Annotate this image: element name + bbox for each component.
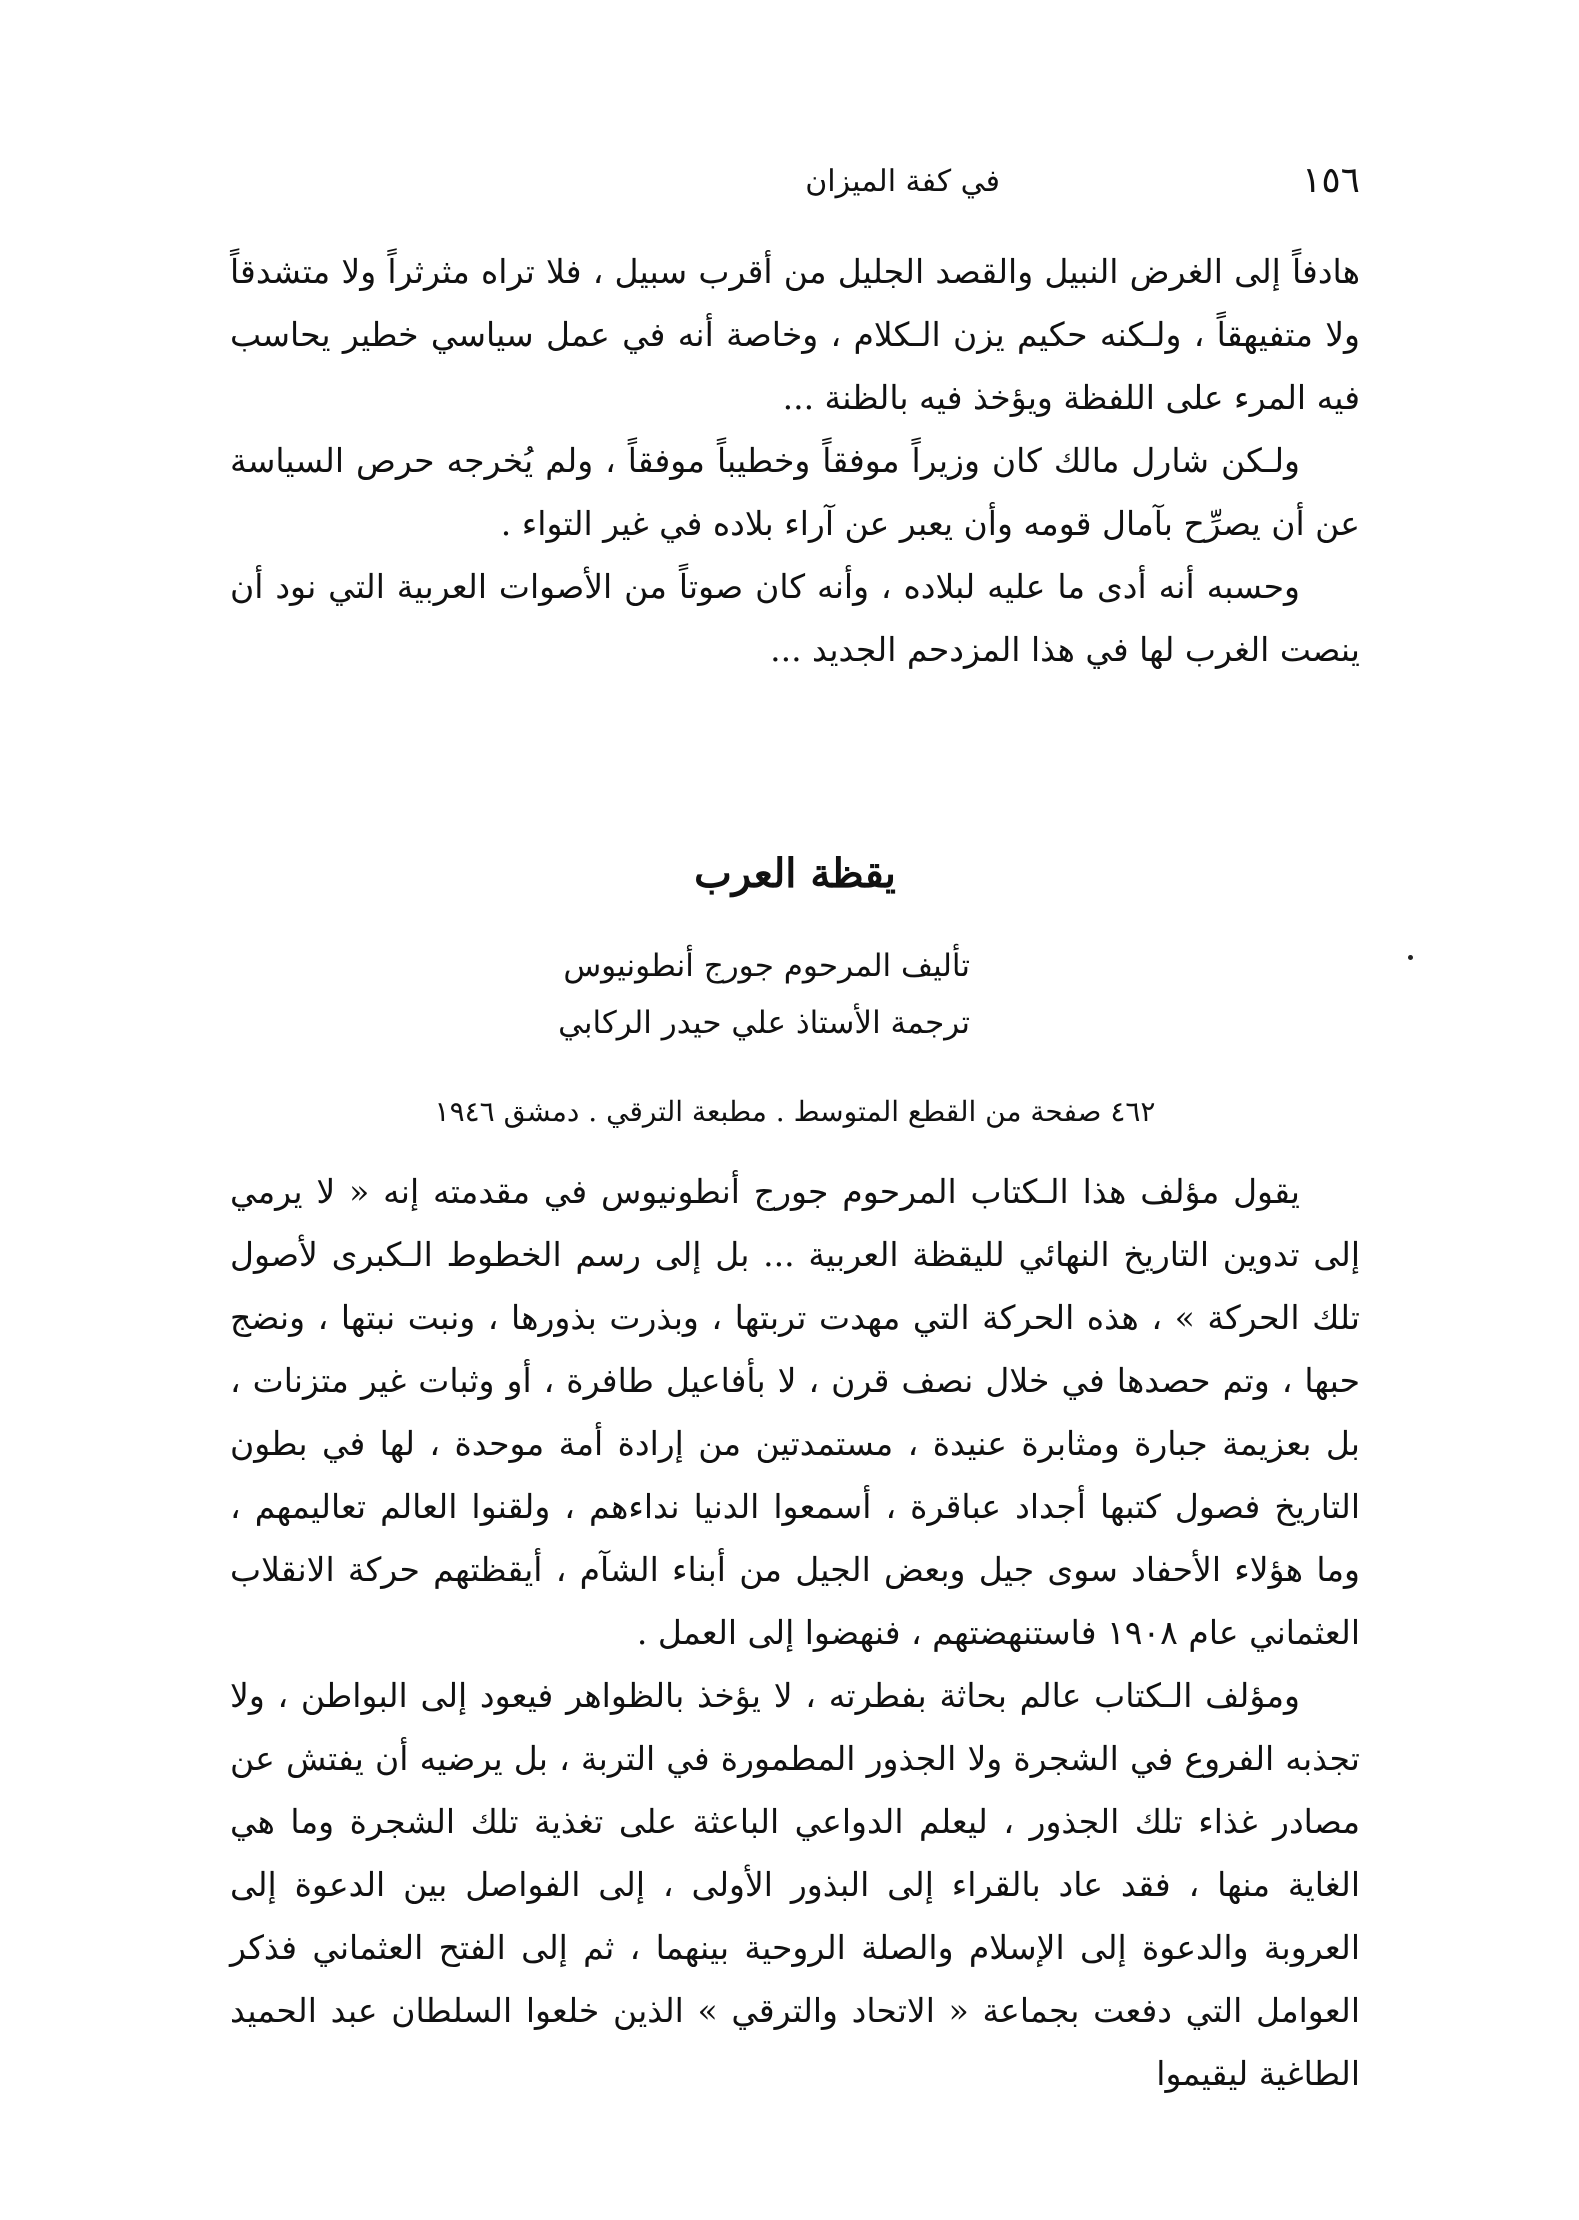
paragraph: ومؤلف الـكتاب عالم بحاثة بفطرته ، لا يؤخذ بالظواهر فيعود إلى البواطن ، ولا تجذبه الفروع في الشجرة ولا الجذور المطمورة في التربة ، بل يرضيه أن يفتش عن مصادر غذاء تلك الجذور ، ليعلم الدواعي الباعثة على تغذية تلك الشجرة وما هي الغاية منها ، فقد عاد بالقراء إلى البذور الأولى ، إلى الفواصل بين الدعوة إلى العروبة والدعوة إلى الإسلام والصلة الروحية بينهما ، ثم إلى الفتح العثماني فذكر العوامل التي دفعت بجماعة « الاتحاد والترقي » الذين خلعوا السلطان عبد الحميد الطاغية ليقيموا xyxy=(230,1676,1360,2093)
page-number: ١٥٦ xyxy=(1301,160,1360,201)
paragraph: هادفاً إلى الغرض النبيل والقصد الجليل من أقرب سبيل ، فلا تراه مثرثراً ولا متشدقاً ولا متفيهقاً ، ولـكنه حكيم يزن الـكلام ، وخاصة أنه في عمل سياسي خطير يحاسب فيه المرء على اللفظة ويؤخذ فيه بالظنة ... xyxy=(230,252,1360,417)
page-header xyxy=(230,160,1360,220)
continued-article xyxy=(230,240,1360,681)
print-speck xyxy=(1408,955,1413,960)
running-title: في كفة الميزان xyxy=(805,164,1000,199)
author-line: تأليف المرحوم جورج أنطونيوس xyxy=(563,948,970,984)
book-title: يقظة العرب xyxy=(694,850,896,897)
paragraph: يقول مؤلف هذا الـكتاب المرحوم جورج أنطونيوس في مقدمته إنه « لا يرمي إلى تدوين التاريخ النهائي لليقظة العربية ... بل إلى رسم الخطوط الـكبرى لأصول تلك الحركة » ، هذه الحركة التي مهدت تربتها ، وبذرت بذورها ، ونبت نبتها ، ونضج حبها ، وتم حصدها في خلال نصف قرن ، لا بأفاعيل طافرة ، أو وثبات غير متزنات ، بل بعزيمة جبارة ومثابرة عنيدة ، مستمدتين من إرادة أمة موحدة ، لها في بطون التاريخ فصول كتبها أجداد عباقرة ، أسمعوا الدنيا نداءهم ، ولقنوا العالم تعاليمهم ، وما هؤلاء الأحفاد سوى جيل وبعض الجيل من أبناء الشآم ، أيقظتهم حركة الانقلاب العثماني عام ١٩٠٨ فاستنهضتهم ، فنهضوا إلى العمل . xyxy=(230,1172,1360,1652)
paragraph: وحسبه أنه أدى ما عليه لبلاده ، وأنه كان صوتاً من الأصوات العربية التي نود أن ينصت الغرب لها في هذا المزدحم الجديد ... xyxy=(230,567,1360,669)
translator-line: ترجمة الأستاذ علي حيدر الركابي xyxy=(558,1005,970,1041)
paragraph: ولـكن شارل مالك كان وزيراً موفقاً وخطيباً موفقاً ، ولم يُخرجه حرص السياسة عن أن يصرِّح بآمال قومه وأن يعبر عن آراء بلاده في غير التواء . xyxy=(230,441,1360,543)
review-body xyxy=(230,1160,1360,2105)
publication-line: ٤٦٢ صفحة من القطع المتوسط . مطبعة الترقي . دمشق ١٩٤٦ xyxy=(434,1095,1156,1128)
